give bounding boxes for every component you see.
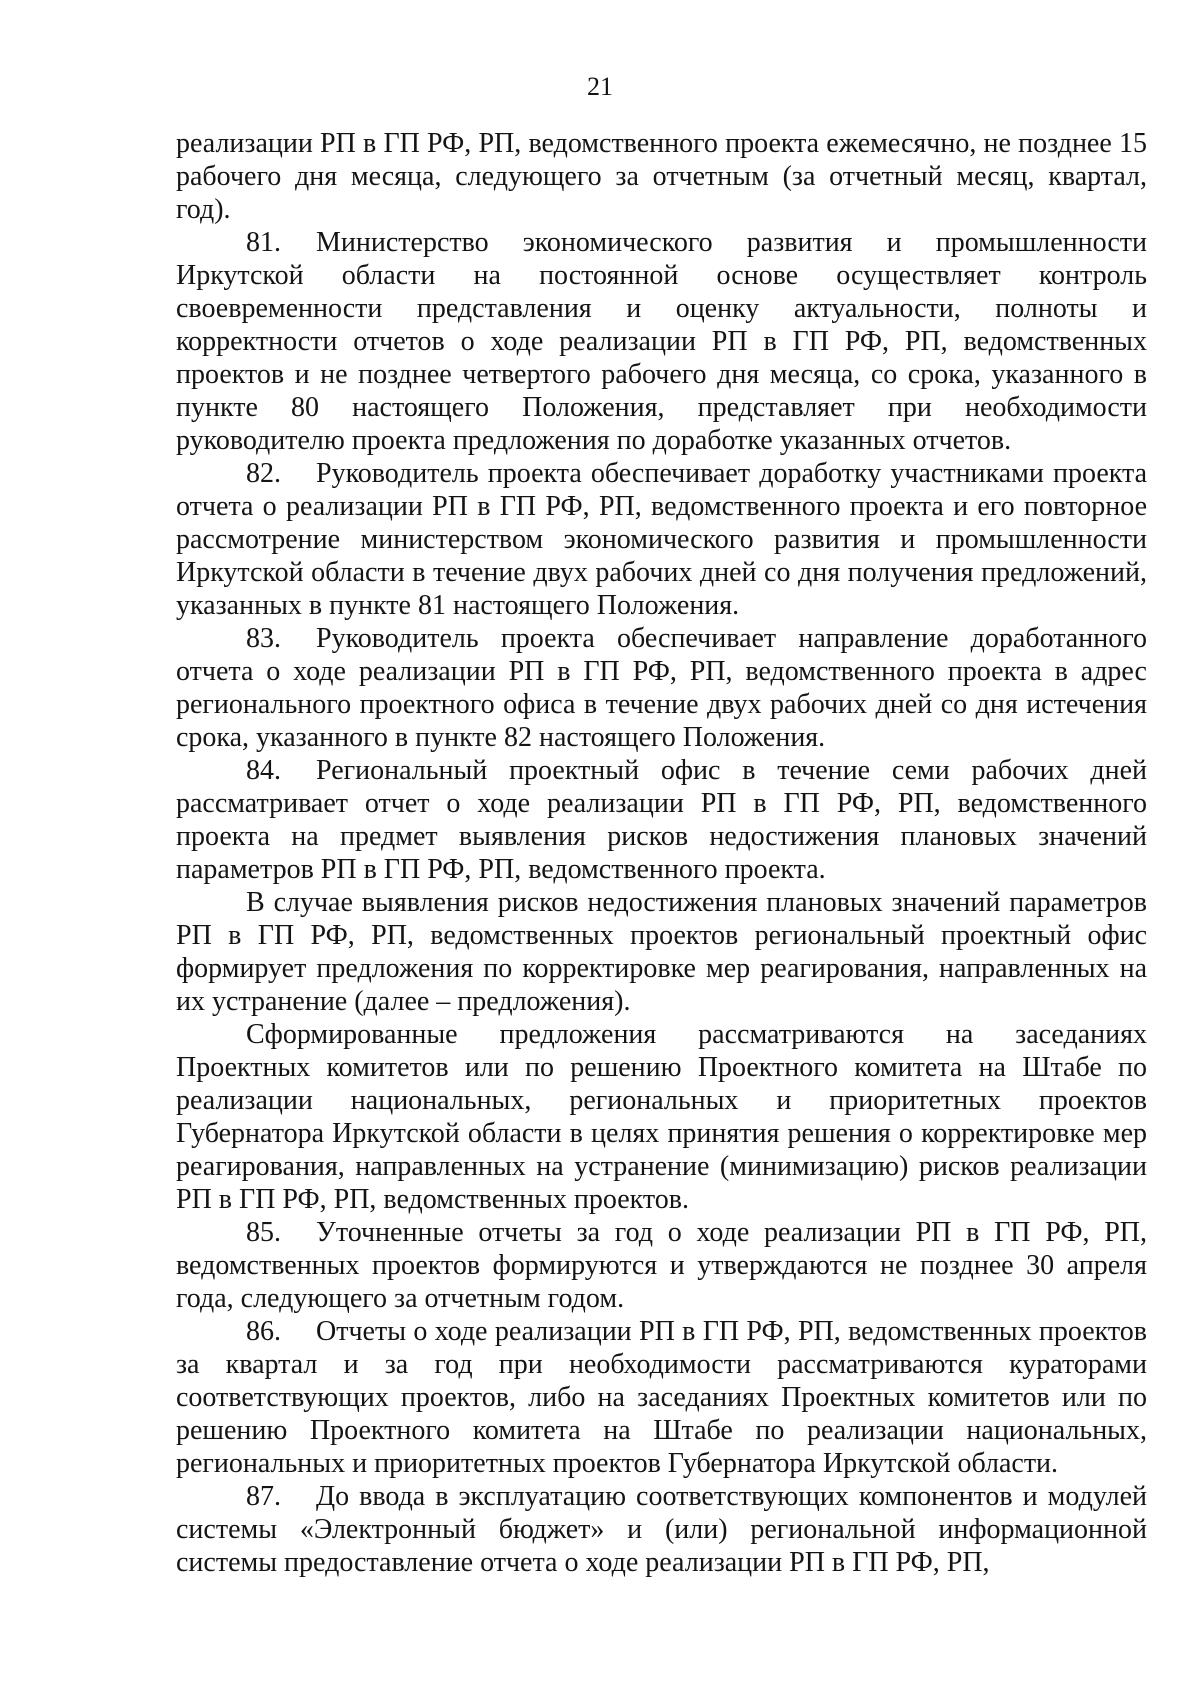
paragraph-81 [176,226,1147,457]
paragraph-text: В случае выявления рисков недостижения плановых значений параметров РП в ГП РФ, РП, ведомственных проектов региональный проектный офис формирует предложения по корректировке мер реагирования, направленных на их устранение (далее – предложения). [176,887,1147,1017]
paragraph-number: 84. [246,755,281,786]
paragraph-number: 85. [246,1217,281,1248]
paragraph-number: 83. [246,623,281,654]
paragraph-text: Руководитель проекта обеспечивает доработку участниками проекта отчета о реализации РП в ГП РФ, РП, ведомственного проекта и его повторное рассмотрение министерством экономического развития и промышленности Иркутской области в течение двух рабочих дней со дня получения предложений, указанных в пункте 81 настоящего Положения. [176,458,1147,621]
paragraph-text: До ввода в эксплуатацию соответствующих компонентов и модулей системы «Электронный бюджет» и (или) региональной информационной системы предоставление отчета о ходе реализации РП в ГП РФ, РП, [176,1481,1147,1578]
paragraph-number: 82. [246,458,281,489]
paragraph-number: 87. [246,1481,281,1512]
paragraph-82 [176,457,1147,622]
paragraph-87 [176,1480,1147,1579]
paragraph-proposals [176,1018,1147,1216]
paragraph-83 [176,622,1147,754]
paragraph-84 [176,754,1147,886]
paragraph-text: реализации РП в ГП РФ, РП, ведомственного проекта ежемесячно, не позднее 15 рабочего дня месяца, следующего за отчетным (за отчетный месяц, квартал, год). [176,128,1147,225]
paragraph-text: Министерство экономического развития и промышленности Иркутской области на постоянной основе осуществляет контроль своевременности представления и оценку актуальности, полноты и корректности отчетов о ходе реализации РП в ГП РФ, РП, ведомственных проектов и не позднее четвертого рабочего дня месяца, со срока, указанного в пункте 80 настоящего Положения, представляет при необходимости руководителю проекта предложения по доработке указанных отчетов. [176,227,1147,456]
paragraph-continuation [176,127,1147,226]
document-body [176,127,1147,1579]
paragraph-text: Уточненные отчеты за год о ходе реализации РП в ГП РФ, РП, ведомственных проектов формируются и утверждаются не позднее 30 апреля года, следующего за отчетным годом. [176,1217,1147,1314]
paragraph-text: Отчеты о ходе реализации РП в ГП РФ, РП, ведомственных проектов за квартал и за год при необходимости рассматриваются кураторами соответствующих проектов, либо на заседаниях Проектных комитетов или по решению Проектного комитета на Штабе по реализации национальных, региональных и приоритетных проектов Губернатора Иркутской области. [176,1316,1147,1479]
paragraph-text: Региональный проектный офис в течение семи рабочих дней рассматривает отчет о ходе реализации РП в ГП РФ, РП, ведомственного проекта на предмет выявления рисков недостижения плановых значений параметров РП в ГП РФ, РП, ведомственного проекта. [176,755,1147,885]
paragraph-86 [176,1315,1147,1480]
paragraph-number: 86. [246,1316,281,1347]
paragraph-text: Руководитель проекта обеспечивает направление доработанного отчета о ходе реализации РП в ГП РФ, РП, ведомственного проекта в адрес регионального проектного офиса в течение двух рабочих дней со дня истечения срока, указанного в пункте 82 настоящего Положения. [176,623,1147,753]
page-number: 21 [587,72,613,101]
paragraph-85 [176,1216,1147,1315]
paragraph-number: 81. [246,227,281,258]
paragraph-risks [176,886,1147,1018]
paragraph-text: Сформированные предложения рассматриваются на заседаниях Проектных комитетов или по решению Проектного комитета на Штабе по реализации национальных, региональных и приоритетных проектов Губернатора Иркутской области в целях принятия решения о корректировке мер реагирования, направленных на устранение (минимизацию) рисков реализации РП в ГП РФ, РП, ведомственных проектов. [176,1019,1147,1215]
